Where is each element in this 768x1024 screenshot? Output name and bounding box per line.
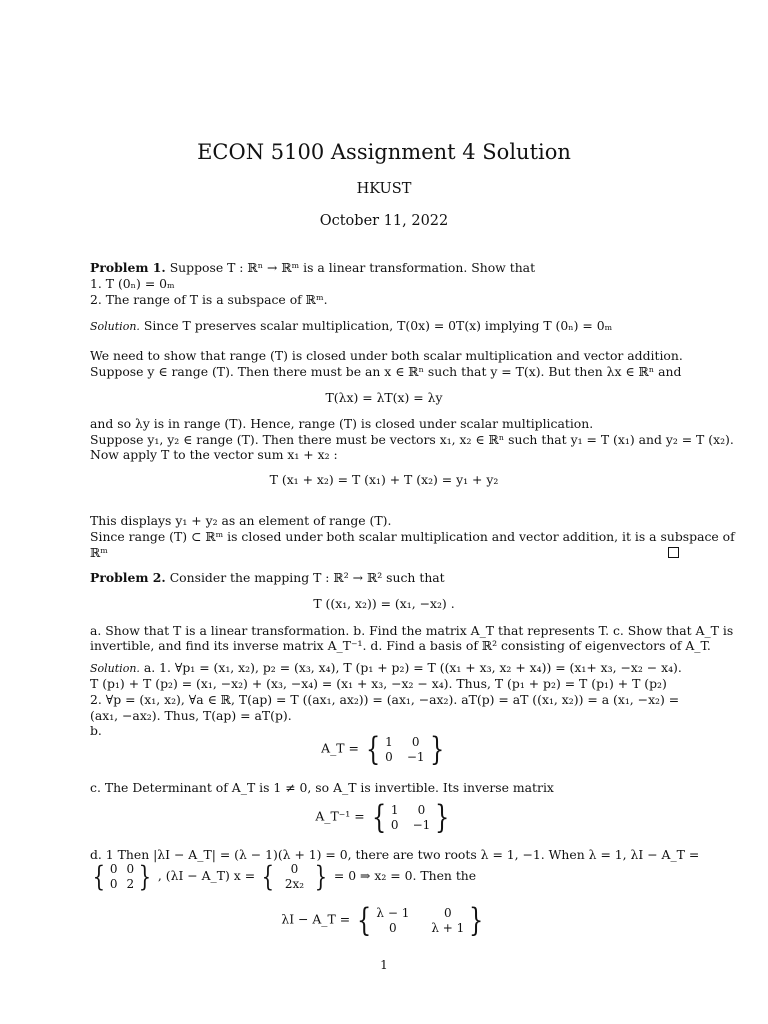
solution-line: (ax₁, −ax₂). Thus, T(ap) = aT(p). bbox=[90, 708, 292, 723]
paragraph: Suppose y ∈ range (T). Then there must be an x ∈ ℝⁿ such that y = T(x). But then λx ∈ ℝⁿ and bbox=[90, 364, 682, 379]
matrix-cell: 0 bbox=[417, 802, 426, 817]
vector-d bbox=[259, 859, 330, 893]
problem-2-statement bbox=[90, 570, 680, 586]
matrix-cell: 0 bbox=[126, 862, 135, 876]
problem-2-text: Consider the mapping T : ℝ² → ℝ² such that bbox=[169, 570, 445, 585]
paragraph: Now apply T to the vector sum x₁ + x₂ : bbox=[90, 447, 338, 462]
solution-c-text: c. The Determinant of A_T is 1 ≠ 0, so A_T is invertible. Its inverse matrix bbox=[90, 780, 554, 795]
problem-1-item-1: 1. T (0ₙ) = 0ₘ bbox=[90, 276, 175, 291]
matrix-cell: 2 bbox=[126, 877, 135, 891]
left-brace: { bbox=[357, 901, 372, 939]
problem-1-text: Suppose T : ℝⁿ → ℝᵐ is a linear transformation. Show that bbox=[169, 260, 536, 275]
matrix-cell: λ − 1 bbox=[376, 905, 410, 920]
right-brace: } bbox=[138, 859, 152, 893]
matrix-cell: 0 bbox=[389, 920, 397, 935]
solution-line: 2. ∀p = (x₁, x₂), ∀a ∈ ℝ, T(ap) = T ((ax₁, ax₂)) = (ax₁, −ax₂). aT(p) = aT ((x₁, x₂)) = a (x₁, −x₂) = bbox=[90, 692, 680, 707]
solution-d-mid: , (λI − A_T) x = bbox=[157, 868, 256, 883]
matrix-cell: 0 bbox=[109, 862, 118, 876]
problem-2-task: a. Show that T is a linear transformation. b. Find the matrix A_T that represents T. c. Show that A_T is bbox=[90, 623, 734, 638]
matrix-cell: 0 bbox=[109, 877, 118, 891]
matrix-cell: 1 bbox=[390, 802, 399, 817]
left-brace: { bbox=[261, 859, 275, 893]
page-number: 1 bbox=[380, 958, 388, 972]
matrix-cell: 0 bbox=[443, 905, 452, 920]
paragraph: Since range (T) ⊂ ℝᵐ is closed under both scalar multiplication and vector addition, it is a subspace of bbox=[90, 529, 735, 544]
problem-1-item-2: 2. The range of T is a subspace of ℝᵐ. bbox=[90, 292, 328, 307]
vector-cell: 0 bbox=[290, 862, 299, 876]
matrix-AT-label: A_T = bbox=[321, 740, 359, 756]
solution-d-text: d. 1 Then |λI − A_T| = (λ − 1)(λ + 1) = 0, there are two roots λ = 1, −1. When λ = 1, λI − A_T = bbox=[90, 847, 700, 862]
matrix-cell: −1 bbox=[406, 749, 425, 764]
equation-scalar: T(λx) = λT(x) = λy bbox=[325, 390, 443, 405]
matrix-cell: −1 bbox=[412, 817, 431, 832]
matrix-AT-equation bbox=[0, 730, 768, 768]
solution-text: a. 1. ∀p₁ = (x₁, x₂), p₂ = (x₃, x₄), T (p₁ + p₂) = T ((x₁ + x₃, x₂ + x₄)) = (x₁+ x₃, −x₂ − x₄). bbox=[143, 660, 682, 675]
paragraph: We need to show that range (T) is closed under both scalar multiplication and vector addition. bbox=[90, 348, 683, 363]
matrix-cell: 0 bbox=[385, 749, 393, 764]
matrix-lambda-equation bbox=[0, 901, 768, 939]
right-brace: } bbox=[314, 859, 328, 893]
problem-2-task: invertible, and find its inverse matrix A_T⁻¹. d. Find a basis of ℝ² consisting of eigenvectors of A_T. bbox=[90, 638, 711, 653]
right-brace: } bbox=[435, 798, 450, 836]
matrix-cell: 1 bbox=[385, 734, 393, 749]
solution-label: Solution. bbox=[90, 320, 140, 333]
paragraph: ℝᵐ bbox=[90, 545, 108, 560]
problem-2-label: Problem 2. bbox=[90, 570, 166, 585]
matrix-ATinv-equation bbox=[0, 798, 768, 836]
solution-text: Since T preserves scalar multiplication, T(0x) = 0T(x) implying T (0ₙ) = 0ₘ bbox=[143, 318, 613, 333]
matrix-ATinv bbox=[369, 798, 453, 836]
vector-cell: 2x₂ bbox=[284, 877, 305, 891]
matrix-lambda-label: λI − A_T = bbox=[281, 911, 351, 927]
matrix-cell: 0 bbox=[390, 817, 399, 832]
qed-box bbox=[668, 547, 679, 558]
problem-1-label: Problem 1. bbox=[90, 260, 166, 275]
matrix-d1 bbox=[90, 859, 154, 893]
matrix-ATinv-label: A_T⁻¹ = bbox=[315, 808, 365, 824]
problem-1-statement bbox=[90, 260, 680, 276]
solution-d-end: = 0 ⇒ x₂ = 0. Then the bbox=[333, 868, 477, 883]
solution-b-label: b. bbox=[90, 723, 102, 738]
paragraph: and so λy is in range (T). Hence, range (T) is closed under scalar multiplication. bbox=[90, 416, 594, 431]
document-author: HKUST bbox=[356, 181, 412, 197]
problem-2-solution-a1 bbox=[90, 660, 680, 677]
left-brace: { bbox=[92, 859, 106, 893]
equation-mapping: T ((x₁, x₂)) = (x₁, −x₂) . bbox=[313, 596, 455, 611]
left-brace: { bbox=[365, 730, 381, 768]
solution-line: T (p₁) + T (p₂) = (x₁, −x₂) + (x₃, −x₄) = (x₁ + x₃, −x₂ − x₄). Thus, T (p₁ + p₂) = T (p₁) + T (p₂) bbox=[90, 676, 667, 691]
paragraph: Suppose y₁, y₂ ∈ range (T). Then there must be vectors x₁, x₂ ∈ ℝⁿ such that y₁ = T (x₁) and y₂ = T (x₂). bbox=[90, 432, 734, 447]
equation-sum: T (x₁ + x₂) = T (x₁) + T (x₂) = y₁ + y₂ bbox=[269, 472, 499, 487]
left-brace: { bbox=[371, 798, 386, 836]
problem-1-solution bbox=[90, 318, 680, 335]
solution-label: Solution. bbox=[90, 662, 140, 675]
matrix-lambda bbox=[354, 901, 487, 939]
paragraph: This displays y₁ + y₂ as an element of range (T). bbox=[90, 513, 392, 528]
matrix-cell: 0 bbox=[411, 734, 420, 749]
solution-d-matrices bbox=[90, 860, 680, 892]
right-brace: } bbox=[429, 730, 444, 768]
document-date: October 11, 2022 bbox=[319, 213, 449, 229]
document-title: ECON 5100 Assignment 4 Solution bbox=[197, 140, 571, 164]
matrix-AT bbox=[363, 730, 447, 768]
matrix-cell: λ + 1 bbox=[431, 920, 465, 935]
right-brace: } bbox=[469, 901, 484, 939]
